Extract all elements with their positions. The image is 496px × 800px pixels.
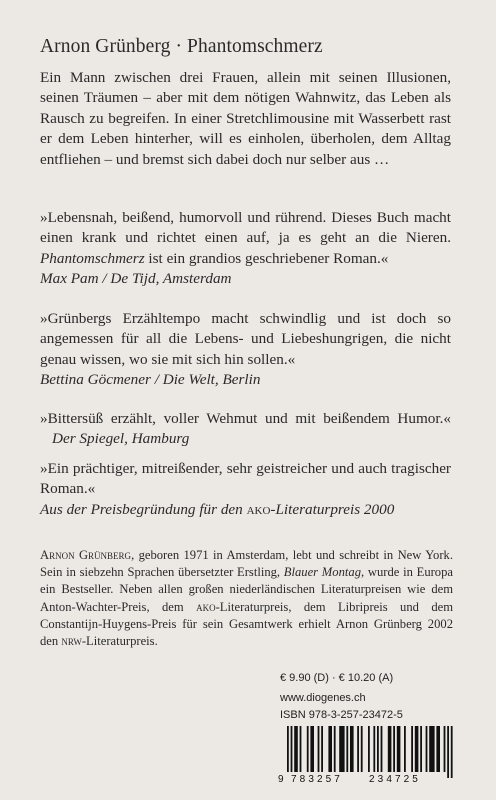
quote-text: »Ein prächtiger, mitreißender, sehr geistreicher und auch tragischer Roman.«: [40, 460, 451, 498]
barcode-bar: [346, 726, 348, 772]
bio-book-title: Blauer Montag: [283, 565, 361, 580]
author-biography: Arnon Grünberg, geboren 1971 in Amsterdam, lebt und schreibt in New York. Sein in siebzehn Sprachen übersetzter Erstling, Blauer Montag, wurde in Europa ein Bestseller. Neben allen großen niederländischen Literaturpreisen wie dem Anton-Wachter-Preis, dem ako-Literaturpreis, dem Libripreis und dem Constantijn-Huygens-Preis für sein Gesamtwerk erhielt Arnon Grünberg 2002 den nrw-Literaturpreis.: [40, 548, 454, 649]
quote-source: Der Spiegel, Hamburg: [52, 430, 190, 448]
price-label: € 9.90 (D) · € 10.20 (A): [280, 672, 394, 684]
quote-text: »Lebensnah, beißend, humorvoll und rührend. Dieses Buch macht einen krank und richtet einen auf, ja es geht an die Nieren.: [40, 209, 451, 247]
barcode-bar: [388, 726, 392, 772]
barcode-bar: [321, 726, 323, 772]
blurb-text: Ein Mann zwischen drei Frauen, allein mit seinen Illusionen, seinen Träumen – aber mit dem nötigen Wahnwitz, das Leben als Rausch zu begreifen. In einer Stretchlimousine mit Wasserbett rast er dem Leben hinterher, will es einholen, überholen, dem Alltag entfliehen – und bremst sich dabei doch nur selber aus …: [40, 69, 451, 168]
barcode-bar: [420, 726, 422, 772]
barcode-bar: [381, 726, 383, 772]
quote-text-end: ist ein grandios geschriebener Roman.«: [144, 249, 389, 267]
barcode-bar: [339, 726, 344, 772]
review-quote-3: [40, 409, 451, 450]
quote-source: Max Pam / De Tijd, Amsterdam: [40, 270, 232, 288]
barcode-bar: [307, 726, 309, 772]
quote-source: Bettina Göcmener / Die Welt, Berlin: [40, 371, 261, 389]
barcode-bar: [287, 726, 289, 778]
book-title: Phantomschmerz: [187, 36, 323, 57]
barcode-bar: [444, 726, 446, 772]
separator: ·: [175, 36, 183, 57]
barcode-bar: [426, 726, 428, 772]
barcode-digit-lead: 9: [278, 774, 284, 784]
isbn-label: ISBN 978-3-257-23472-5: [280, 709, 403, 721]
barcode-digits-right: 234725: [369, 774, 421, 784]
isbn-barcode: [278, 726, 453, 784]
barcode-bar: [294, 726, 298, 772]
cover-heading: [40, 36, 323, 58]
review-quote-1: [40, 208, 451, 290]
barcode-bar: [318, 726, 320, 772]
barcode-bar: [334, 726, 336, 772]
barcode-digits-left: 783257: [291, 774, 343, 784]
barcode-bar: [451, 726, 453, 778]
review-quote-2: [40, 309, 451, 391]
quote-book-title: Phantomschmerz: [40, 249, 145, 267]
barcode-bar: [447, 726, 449, 778]
barcode-bar: [291, 726, 293, 778]
barcode-bar: [397, 726, 401, 772]
barcode-bars: [287, 726, 453, 778]
author-name: Arnon Grünberg: [40, 36, 171, 57]
barcode-bar: [393, 726, 395, 772]
barcode-bar: [300, 726, 302, 772]
barcode-bar: [357, 726, 359, 772]
barcode-bar: [404, 726, 406, 772]
barcode-bar: [415, 726, 419, 772]
barcode-bar: [411, 726, 413, 772]
barcode-bar: [310, 726, 314, 772]
barcode-bar: [436, 726, 440, 772]
publisher-website: www.diogenes.ch: [280, 692, 366, 704]
barcode-bar: [373, 726, 375, 778]
barcode-bar: [350, 726, 354, 772]
barcode-bar: [328, 726, 332, 772]
barcode-bar: [377, 726, 379, 772]
bio-author-name: Arnon Grünberg: [40, 548, 132, 562]
quote-source: Aus der Preisbegründung für den ako-Literaturpreis 2000: [40, 500, 395, 518]
quote-text: »Bittersüß erzählt, voller Wehmut und mit beißendem Humor.«: [40, 410, 451, 427]
barcode-bar: [361, 726, 363, 772]
barcode-bar: [429, 726, 434, 772]
quote-text: »Grünbergs Erzähltempo macht schwindlig und ist doch so angemessen für all die Lebens- und Liebeshungrigen, die nicht genau wissen, wo sie mit sich hin sollen.«: [40, 310, 451, 368]
review-quote-4: [40, 459, 451, 520]
barcode-bar: [368, 726, 370, 778]
